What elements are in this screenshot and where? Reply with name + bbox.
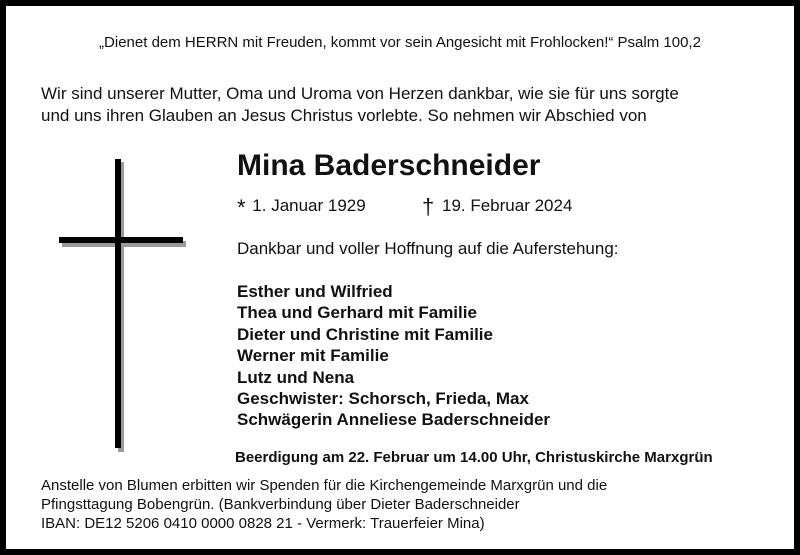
death-date-group [422,194,572,219]
funeral-notice: Beerdigung am 22. Februar um 14.00 Uhr, Christuskirche Marxgrün [235,449,713,466]
mourner-entry: Geschwister: Schorsch, Frieda, Max [237,389,529,409]
donation-line: Pfingsttagung Bobengrün. (Bankverbindung über Dieter Baderschneider [41,496,520,513]
death-dagger-icon: † [422,194,435,219]
mourner-entry: Esther und Wilfried [237,282,393,301]
mourners-list [237,281,550,431]
gratitude-line: Dankbar und voller Hoffnung auf die Auferstehung: [237,239,619,258]
mourner-entry: Lutz und Nena [237,367,355,387]
birth-date-group [237,194,366,220]
birth-date: 1. Januar 1929 [252,196,366,215]
cross-icon [53,156,188,456]
cross-horizontal-beam [59,237,183,243]
mourner-entry: Dieter und Christine mit Familie [237,324,493,344]
mourner-entry: Schwägerin Anneliese Baderschneider [237,410,551,430]
mourner-entry: Werner mit Familie [237,346,389,366]
intro-line: und uns ihren Glauben an Jesus Christus vorlebte. So nehmen wir Abschied von [41,106,647,125]
donation-notice [41,476,607,533]
psalm-verse: „Dienet dem HERRN mit Freuden, kommt vor sein Angesicht mit Frohlocken!“ Psalm 100,2 [99,34,701,51]
cross-vertical-beam [115,159,121,448]
birth-star-icon: * [237,195,246,220]
donation-line: Anstelle von Blumen erbitten wir Spenden für die Kirchengemeinde Marxgrün und die [41,477,608,494]
donation-line: IBAN: DE12 5206 0410 0000 0828 21 - Vermerk: Trauerfeier Mina) [41,515,485,532]
intro-text [41,83,781,127]
deceased-name: Mina Baderschneider [237,149,541,182]
mourner-entry: Thea und Gerhard mit Familie [237,303,477,323]
death-date: 19. Februar 2024 [441,196,573,215]
intro-line: Wir sind unserer Mutter, Oma und Uroma von Herzen dankbar, wie sie für uns sorgte [41,84,679,103]
